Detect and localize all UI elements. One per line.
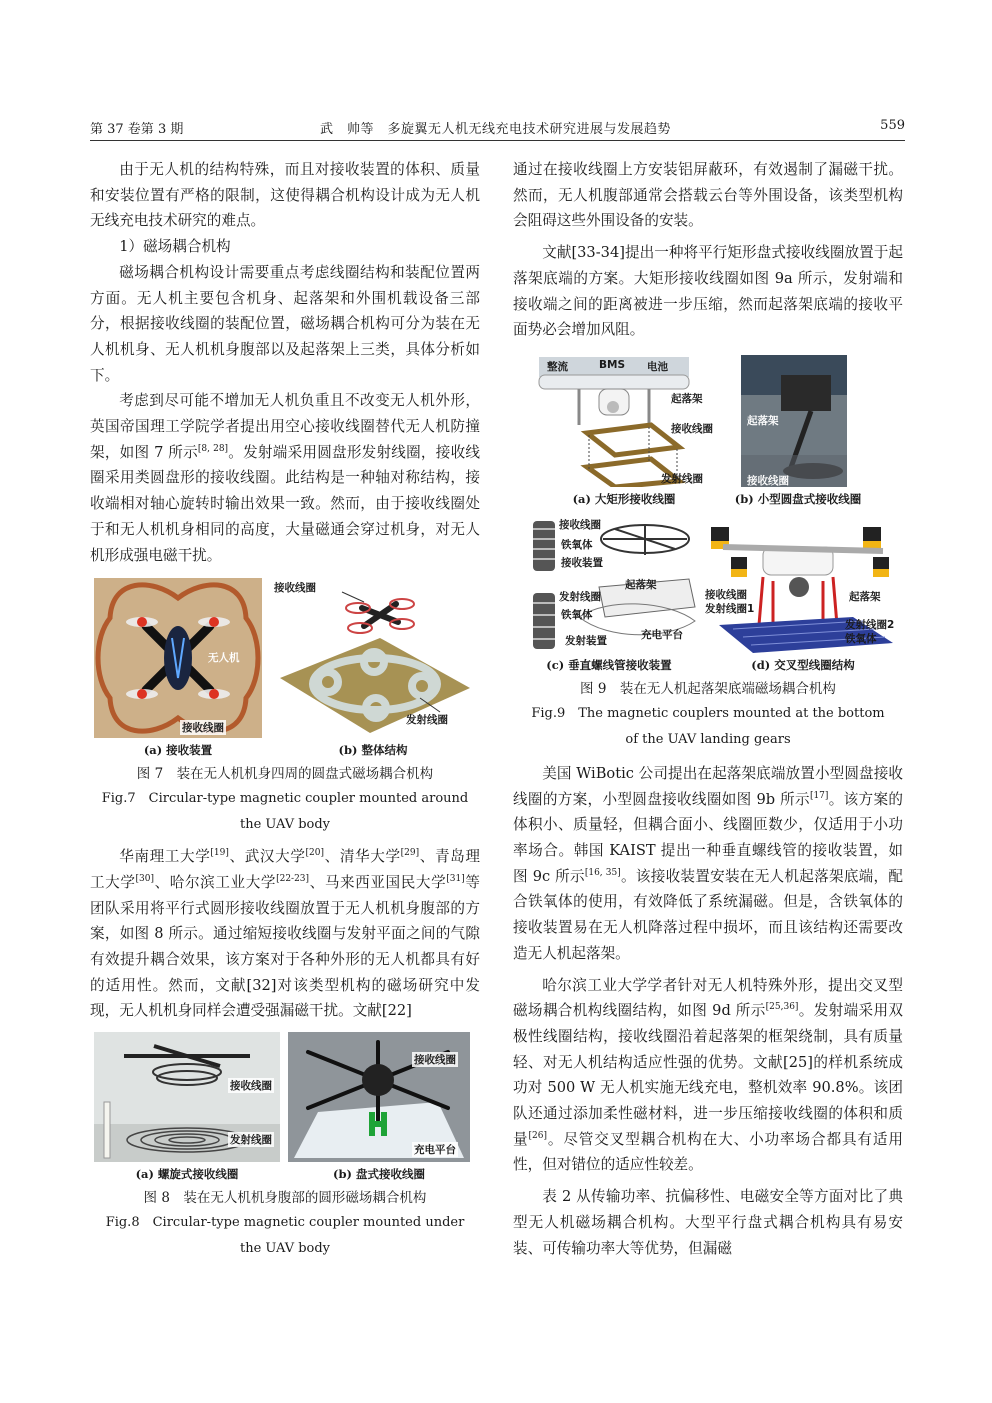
figure-9a-diagram [519,355,729,487]
paragraph: 美国 WiBotic 公司提出在起落架底端放置小型圆盘接收线圈的方案，小型圆盘接收线圈如图 9b 所示[17]。该方案的体积小、质量轻，但耦合面小、线圈匝数少，仅适用于小功率场合。韩国 KAIST 提出一种垂直螺线管的接收装置，如图 9c 所示[16, 35]。该接收装置安装在无人机起落架底端，配合铁氧体的使用，有效降低了系统漏磁。但是，含铁氧体的接收装置易在无人机降落过程中损坏，而且该结构还需要改造无人机起落架。 [513,764,903,962]
label-transmit-coil-1: 发射线圈1 [705,602,755,615]
paragraph: 磁场耦合机构设计需要重点考虑线圈结构和装配位置两方面。无人机主要包含机身、起落架和外围机载设备三部分，根据接收线圈的装配位置，磁场耦合机构可分为装在无人机机身、无人机机身腹部以及起落架上三类，具体分析如下。 [90,263,480,384]
label-receiver: 接收装置 [561,556,603,569]
paragraph: 表 2 从传输功率、抗偏移性、电磁安全等方面对比了典型无人机磁场耦合机构。大型平行盘式耦合机构具有易安装、可传输功率大等优势，但漏磁 [513,1188,903,1257]
journal-issue: 第 37 卷第 3 期 [90,122,184,137]
label-landing-gear: 起落架 [849,590,881,603]
label-ferrite: 铁氧体 [845,632,877,645]
figure-7a-photo [94,578,262,738]
figure-8 [90,1032,480,1272]
right-column [513,157,903,1261]
subcaption-7b: (b) 整体结构 [338,743,408,758]
label-transmit-coil: 发射线圈 [406,714,448,727]
article-title: 武 帅等 多旋翼无人机无线充电技术研究进展与发展趋势 [320,122,672,137]
label-landing-gear: 起落架 [747,414,779,427]
label-receive-coil: 接收线圈 [182,722,224,735]
paragraph: 通过在接收线圈上方安装铝屏蔽环，有效遏制了漏磁干扰。然而，无人机腹部通常会搭载云台等外围设备，该类型机构会阻碍这些外围设备的安装。 [513,161,903,230]
paragraph: 华南理工大学[19]、武汉大学[20]、清华大学[29]、青岛理工大学[30]、哈尔滨工业大学[22-23]、马来西亚国民大学[31]等团队采用将平行式圆形接收线圈放置于无人机机身腹部的方案，如图 8 所示。通过缩短接收线圈与发射平面之间的气隙有效提升耦合效果，该方案对于各种外形的无人机都具有好的适用性。然而，文献[32]对该类型机构的磁场研究中发现，无人机机身同样会遭受强漏磁干扰。文献[22] [90,848,480,1020]
label-ferrite: 铁氧体 [561,538,593,551]
figure-7b-diagram [270,578,476,738]
paragraph: 哈尔滨工业大学学者针对无人机特殊外形，提出交叉型磁场耦合机构线圈结构，如图 9d 所示[25,36]。发射端采用双极性线圈结构，接收线圈沿着起落架的框架绕制，具有质量轻、对无人机结构适应性强的优势。文献[25]的样机系统成功对 500 W 无人机实施无线充电，整机效率 90.8%。该团队还通过添加柔性磁材料，进一步压缩接收线圈的体积和质量[26]。尽管交叉型耦合机构在大、小功率场合都具有适用性，但对错位的适应性较差。 [513,976,903,1174]
label-receive-coil: 接收线圈 [274,582,316,595]
label-bms: BMS [599,358,626,371]
figure-9d-diagram [703,517,903,655]
label-transmitter: 发射装置 [565,634,607,647]
figure-7 [90,576,480,844]
label-landing-gear: 起落架 [625,578,657,591]
subcaption-7a: (a) 接收装置 [143,743,213,758]
figure-9c-diagram [519,517,699,655]
figure-9-caption-zh: 图 9 装在无人机起落架底端磁场耦合机构 [580,680,836,697]
label-receive-coil: 接收线圈 [705,588,747,601]
label-transmit-coil-2: 发射线圈2 [845,618,895,631]
subcaption-8a: (a) 螺旋式接收线圈 [135,1167,239,1182]
subcaption-9c: (c) 垂直螺线管接收装置 [546,657,672,672]
paragraph: 文献[33-34]提出一种将平行矩形盘式接收线圈放置于起落架底端的方案。大矩形接收线圈如图 9a 所示，发射端和接收端之间的距离被进一步压缩，然而起落架底端的接收平面势必会增加风阻。 [513,244,903,339]
label-receive-coil: 接收线圈 [671,422,713,435]
label-battery: 电池 [647,360,668,373]
paragraph: 考虑到尽可能不增加无人机负重且不改变无人机外形，英国帝国理工学院学者提出用空心接收线圈替代无人机防撞架，如图 7 所示[8, 28]。发射端采用圆盘形发射线圈，接收线圈采用类圆盘形的接收线圈。此结构是一种轴对称结构，接收端相对轴心旋转时输出效果一致。然而，由于接收线圈处于和无人机机身相同的高度，大量磁通会穿过机身，对无人机形成强电磁干扰。 [90,392,480,564]
page-number: 559 [880,118,905,133]
label-receive-coil: 接收线圈 [559,518,601,531]
subcaption-9b: (b) 小型圆盘式接收线圈 [734,491,862,506]
figure-8-caption-en: Fig.8 Circular-type magnetic coupler mounted under the UAV body [105,1215,465,1257]
figure-7-caption-en: Fig.7 Circular-type magnetic coupler mounted around the UAV body [101,791,469,833]
paragraph: 由于无人机的结构特殊，而且对接收装置的体积、质量和安装位置有严格的限制，这使得耦合机构设计成为无人机无线充电技术研究的难点。 [90,161,480,230]
figure-9 [513,351,903,761]
label-charging-pad: 充电平台 [641,628,683,641]
label-transmit-coil: 发射线圈 [559,590,601,603]
running-header [90,118,905,141]
figure-8a-photo [94,1032,280,1162]
label-ferrite: 铁氧体 [561,608,593,621]
label-uav: 无人机 [208,652,240,665]
figure-8b-photo [288,1032,470,1162]
label-receive-coil: 接收线圈 [414,1054,456,1067]
subcaption-9d: (d) 交叉型线圈结构 [751,657,855,672]
figure-7-caption-zh: 图 7 装在无人机机身四周的圆盘式磁场耦合机构 [136,766,434,783]
left-column [90,157,480,1272]
figure-8-caption-zh: 图 8 装在无人机机身腹部的圆形磁场耦合机构 [143,1190,427,1207]
figure-9b-photo [741,355,847,487]
label-receive-coil: 接收线圈 [747,474,789,487]
citation: [8, 28] [197,443,229,454]
figure-9-caption-en: Fig.9 The magnetic couplers mounted at the bottom of the UAV landing gears [531,705,885,747]
section-heading: 1）磁场耦合机构 [119,238,231,256]
subcaption-9a: (a) 大矩形接收线圈 [572,491,676,506]
label-charging-pad: 充电平台 [414,1144,456,1157]
subcaption-8b: (b) 盘式接收线圈 [333,1167,425,1182]
label-transmit-coil: 发射线圈 [661,472,703,485]
label-landing-gear: 起落架 [671,392,703,405]
label-receive-coil: 接收线圈 [230,1080,272,1093]
label-rectifier: 整流 [547,360,568,373]
label-transmit-coil: 发射线圈 [230,1134,272,1147]
